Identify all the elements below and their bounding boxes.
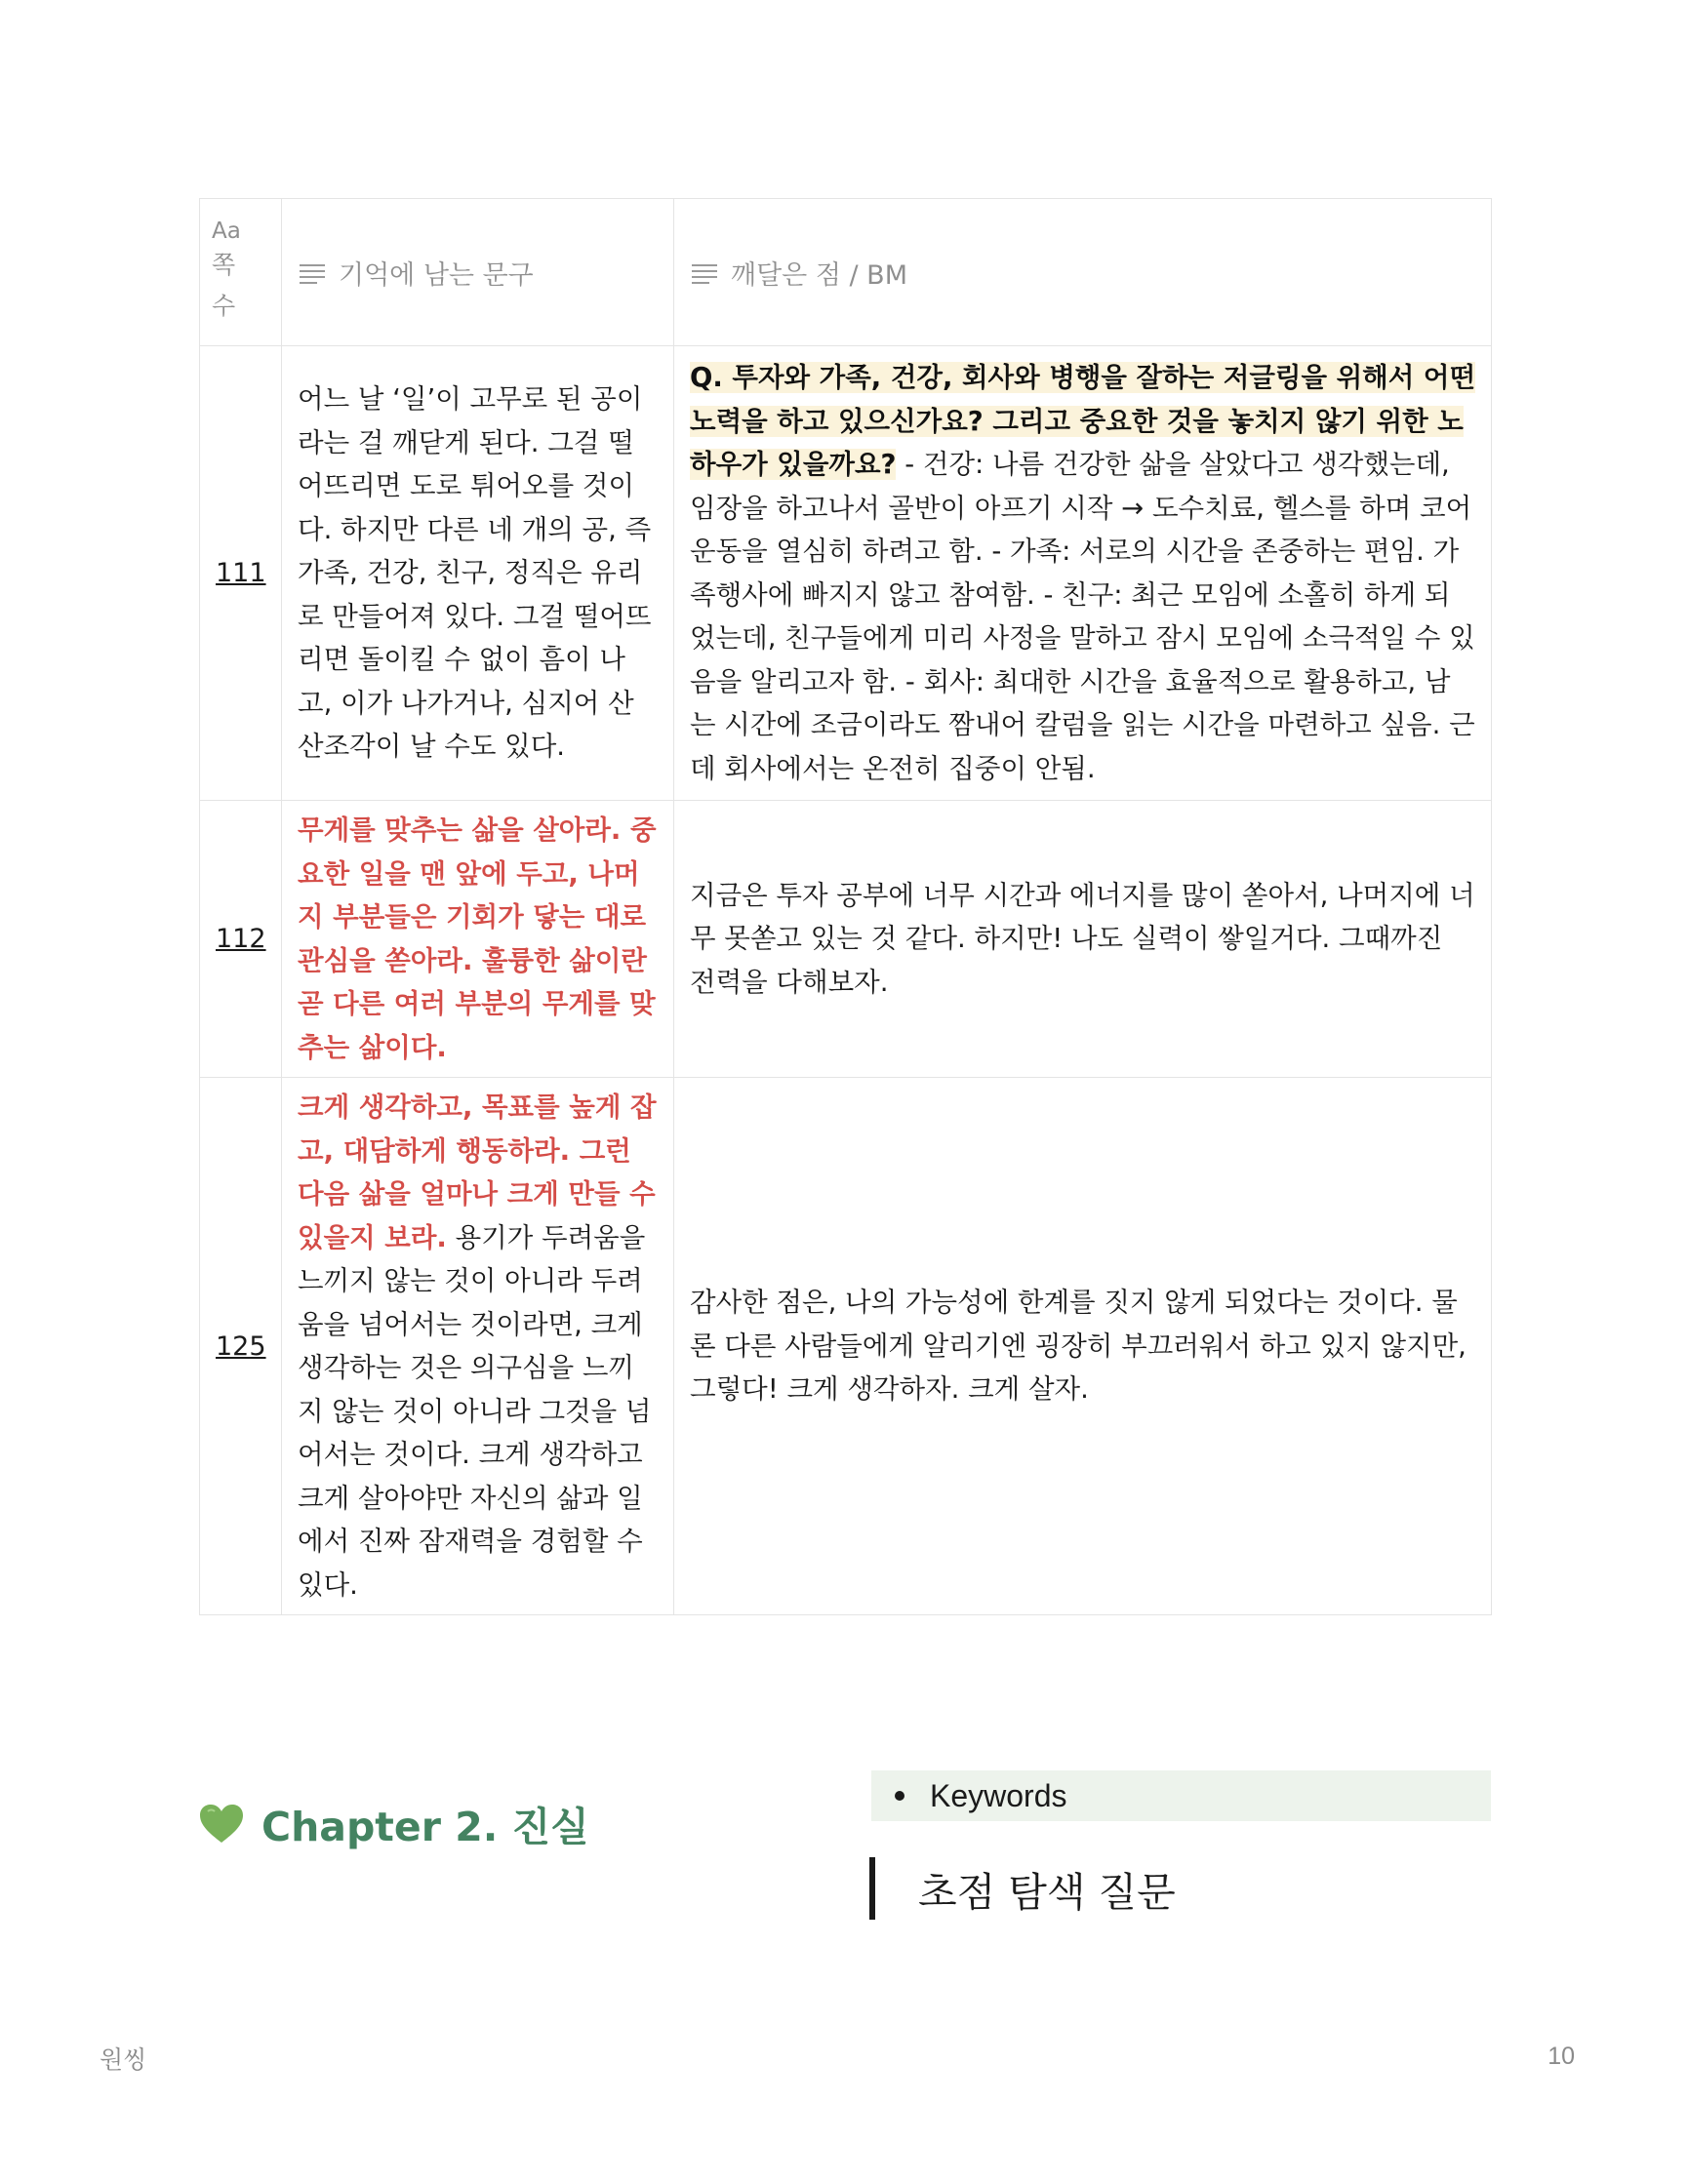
quote-heading-text: 초점 탐색 질문 — [918, 1868, 1176, 1916]
insight-text: - 건강: 나름 건강한 삶을 살았다고 생각했는데, 임장을 하고나서 골반이 아프기 시작 → 도수치료, 헬스를 하며 코어운동을 열심히 하려고 함. - 가족: 서로의 시간을 존중하는 편임. 가족행사에 빠지지 않고 참여함. - 친구: 최근 모임에 소홀히 하게 되었는데, 친구들에게 미리 사정을 말하고 잠시 모임에 소극적일 수 있음을 알리고자 함. - 회사: 최대한 시간을 효율적으로 활용하고, 남는 시간에 조금이라도 짬내어 칼럼을 읽는 시간을 마련하고 싶음. 근데 회사에서는 온전히 집중이 안됨. — [690, 449, 1475, 784]
title-property-icon: Aa — [212, 218, 241, 244]
chapter-heading — [199, 1795, 589, 1852]
quote-text: 용기가 두려움을 느끼지 않는 것이 아니라 두려움을 넘어서는 것이라면, 크게 생각하는 것은 의구심을 느끼지 않는 것이 아니라 그것을 넘어서는 것이다. 크게 생각하고 크게 살아야만 자신의 삶과 일에서 진짜 잠재력을 경험할 수 있다. — [298, 1221, 652, 1601]
column-header-quote[interactable] — [282, 199, 674, 346]
insight-text: 감사한 점은, 나의 가능성에 한계를 짓지 않게 되었다는 것이다. 물론 다른 사람들에게 알리기엔 굉장히 부끄러워서 하고 있지 않지만, 그렇다! 크게 생각하자. 크게 살자. — [690, 1287, 1467, 1406]
column-header-insight-label: 깨달은 점 / BM — [731, 259, 907, 291]
footer-page-number: 10 — [1547, 2043, 1575, 2070]
quote-emphasis: 크게 생각하고, 목표를 높게 잡고, 대담하게 행동하라. 그런 다음 삶을 얼마나 크게 만들 수 있을지 보라. — [298, 1092, 657, 1253]
quote-text: 어느 날 ‘일’이 고무로 된 공이라는 걸 깨닫게 된다. 그걸 떨어뜨리면 도로 튀어오를 것이다. 하지만 다른 네 개의 공, 즉 가족, 건강, 친구, 정직은 유리로 만들어져 있다. 그걸 떨어뜨리면 돌이킬 수 없이 흠이 나고, 이가 나가거나, 심지어 산산조각이 날 수도 있다. — [298, 383, 652, 763]
insight-cell[interactable] — [674, 346, 1492, 801]
table-row — [200, 1078, 1492, 1615]
book-notes-table — [199, 198, 1492, 1615]
footer-author: 원씽 — [100, 2045, 147, 2074]
column-header-page[interactable] — [200, 199, 282, 346]
column-header-page-label: 쪽수 — [212, 251, 236, 320]
quote-cell[interactable] — [282, 801, 674, 1078]
keywords-toggle[interactable] — [871, 1770, 1491, 1821]
text-property-icon — [300, 262, 325, 282]
column-header-insight[interactable] — [674, 199, 1492, 346]
table-header-row — [200, 199, 1492, 346]
insight-text: 지금은 투자 공부에 너무 시간과 에너지를 많이 쏟아서, 나머지에 너무 못쏟고 있는 것 같다. 하지만! 나도 실력이 쌓일거다. 그때까진 전력을 다해보자. — [690, 879, 1475, 998]
green-heart-icon — [199, 1804, 244, 1845]
text-property-icon — [692, 262, 717, 282]
column-header-quote-label: 기억에 남는 문구 — [339, 259, 534, 291]
insight-cell[interactable] — [674, 801, 1492, 1078]
page-number-link[interactable]: 111 — [200, 346, 282, 801]
quote-heading — [869, 1857, 1176, 1920]
page-number-link[interactable]: 125 — [200, 1078, 282, 1615]
keywords-label: Keywords — [930, 1777, 1067, 1813]
chapter-title: Chapter 2. 진실 — [261, 1804, 589, 1850]
quote-cell[interactable] — [282, 346, 674, 801]
quote-cell[interactable] — [282, 1078, 674, 1615]
table-row — [200, 346, 1492, 801]
insight-cell[interactable] — [674, 1078, 1492, 1615]
table-row — [200, 801, 1492, 1078]
bullet-icon — [895, 1791, 904, 1801]
insight-question: Q. 투자와 가족, 건강, 회사와 병행을 잘하는 저글링을 위해서 어떤 노력을 하고 있으신가요? 그리고 중요한 것을 놓치지 않기 위한 노하우가 있을까요? — [690, 362, 1476, 480]
page-number-link[interactable]: 112 — [200, 801, 282, 1078]
quote-emphasis: 무게를 맞추는 삶을 살아라. 중요한 일을 맨 앞에 두고, 나머지 부분들은 기회가 닿는 대로 관심을 쏟아라. 훌륭한 삶이란 곧 다른 여러 부분의 무게를 맞추는 삶이다. — [298, 814, 657, 1063]
